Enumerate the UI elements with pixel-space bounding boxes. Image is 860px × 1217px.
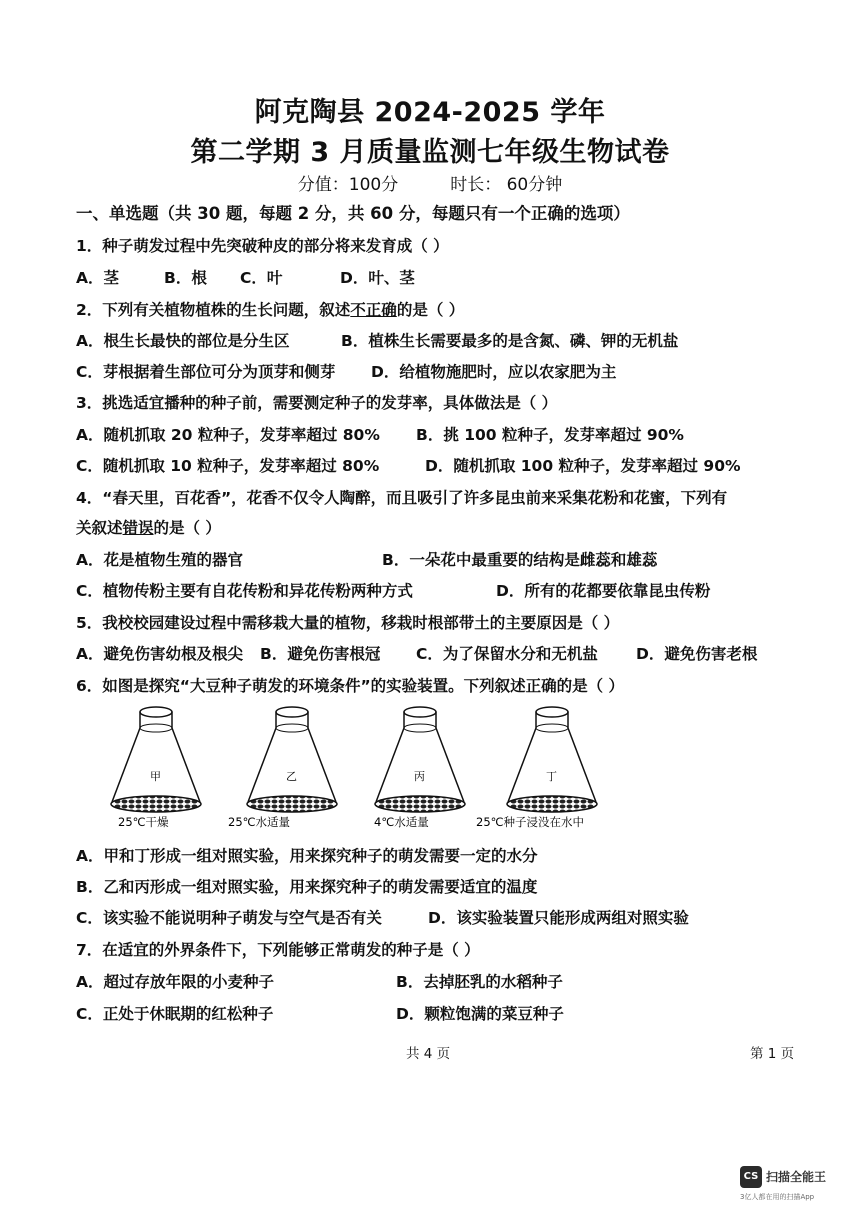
q3-option-d: D．随机抓取 100 粒种子，发芽率超过 90%	[425, 457, 741, 475]
q4-option-c: C．植物传粉主要有自花传粉和异花传粉两种方式	[76, 582, 413, 600]
q7-option-b: B．去掉胚乳的水稻种子	[396, 973, 563, 991]
flask-bing-label: 丙	[414, 770, 425, 783]
q4-stem-tail: 的是（ ）	[153, 519, 221, 537]
duration-info: 时长： 60分钟	[450, 175, 563, 195]
question-4-stem-line2	[76, 518, 221, 538]
q5-option-c: C．为了保留水分和无机盐	[416, 645, 598, 663]
q7-option-c: C．正处于休眠期的红松种子	[76, 1005, 274, 1023]
q6-option-d: D．该实验装置只能形成两组对照实验	[428, 909, 689, 927]
q2-option-b: B．植株生长需要最多的是含氮、磷、钾的无机盐	[341, 332, 679, 350]
q1-option-b: B．根	[164, 269, 207, 287]
flask-ding-label: 丁	[546, 770, 557, 783]
footer-page-number: 第 1 页	[750, 1046, 795, 1062]
q6-option-a: A．甲和丁形成一组对照实验，用来探究种子的萌发需要一定的水分	[76, 847, 538, 865]
flask-bing	[375, 707, 465, 812]
flask-yi-shape	[247, 707, 337, 812]
flask-yi	[247, 707, 337, 812]
q2-stem-tail: 的是（ ）	[396, 301, 465, 319]
footer-total-pages: 共 4 页	[406, 1046, 451, 1062]
flask-yi-label: 乙	[286, 770, 297, 783]
q3-option-b: B．挑 100 粒种子，发芽率超过 90%	[416, 426, 684, 444]
q4-stem-emphasis: 错误	[122, 519, 154, 537]
q7-option-a: A．超过存放年限的小麦种子	[76, 973, 274, 991]
flask-ding	[507, 707, 597, 812]
q5-option-d: D．避免伤害老根	[636, 645, 758, 663]
exam-meta	[0, 170, 860, 195]
exam-title-line1: 阿克陶县 2024-2025 学年	[254, 97, 606, 128]
q1-option-d: D．叶、茎	[340, 269, 415, 287]
q4-option-d: D．所有的花都要依靠昆虫传粉	[496, 582, 711, 600]
section-heading: 一、单选题（共 30 题，每题 2 分，共 60 分，每题只有一个正确的选项）	[76, 204, 630, 223]
scanner-tagline: 3亿人都在用的扫描App	[740, 1193, 815, 1201]
flask-yi-condition: 25℃水适量	[228, 815, 291, 829]
score-info: 分值：100分	[297, 175, 399, 195]
q5-option-b: B．避免伤害根冠	[260, 645, 381, 663]
flask-jia-label: 甲	[150, 770, 161, 783]
question-6-stem: 6．如图是探究“大豆种子萌发的环境条件”的实验装置。下列叙述正确的是（ ）	[76, 677, 625, 695]
scanner-app-name: 扫描全能王	[766, 1170, 827, 1184]
q2-option-a: A．根生长最快的部位是分生区	[76, 332, 290, 350]
flask-ding-condition: 25℃种子浸没在水中	[476, 815, 585, 829]
q2-option-d: D．给植物施肥时，应以农家肥为主	[371, 363, 617, 381]
q3-option-a: A．随机抓取 20 粒种子，发芽率超过 80%	[76, 426, 380, 444]
flask-ding-shape	[507, 707, 597, 812]
question-5-stem: 5．我校校园建设过程中需移栽大量的植物，移栽时根部带土的主要原因是（ ）	[76, 614, 620, 632]
q6-option-c: C．该实验不能说明种子萌发与空气是否有关	[76, 909, 382, 927]
q4-stem-text: 关叙述	[76, 519, 123, 537]
scanner-watermark	[740, 1164, 850, 1204]
q2-stem-emphasis: 不正确	[350, 301, 397, 319]
q1-option-a: A．茎	[76, 269, 119, 287]
question-3-stem: 3．挑选适宜播种的种子前，需要测定种子的发芽率，具体做法是（ ）	[76, 394, 558, 412]
q6-option-b: B．乙和丙形成一组对照实验，用来探究种子的萌发需要适宜的温度	[76, 878, 538, 896]
question-2-stem	[76, 300, 464, 320]
question-1-stem: 1．种子萌发过程中先突破种皮的部分将来发育成（ ）	[76, 237, 449, 255]
q3-option-c: C．随机抓取 10 粒种子，发芽率超过 80%	[76, 457, 380, 475]
flask-jia-condition: 25℃干燥	[118, 815, 169, 829]
q7-option-d: D．颗粒饱满的菜豆种子	[396, 1005, 564, 1023]
exam-title-line2: 第二学期 3 月质量监测七年级生物试卷	[190, 137, 670, 168]
flask-bing-shape	[375, 707, 465, 812]
q2-stem-text: 2．下列有关植物植株的生长问题，叙述	[76, 301, 351, 319]
seed-germination-apparatus	[104, 700, 664, 835]
question-4-stem-line1: 4．“春天里，百花香”，花香不仅令人陶醉，而且吸引了许多昆虫前来采集花粉和花蜜，下列有	[76, 489, 728, 507]
flask-bing-condition: 4℃水适量	[374, 815, 429, 829]
q5-option-a: A．避免伤害幼根及根尖	[76, 645, 243, 663]
q2-option-c: C．芽根据着生部位可分为顶芽和侧芽	[76, 363, 336, 381]
q4-option-a: A．花是植物生殖的器官	[76, 551, 243, 569]
question-7-stem: 7．在适宜的外界条件下，下列能够正常萌发的种子是（ ）	[76, 941, 480, 959]
scanner-logo-icon: CS	[740, 1166, 762, 1188]
q4-option-b: B．一朵花中最重要的结构是雌蕊和雄蕊	[382, 551, 658, 569]
flask-jia	[111, 707, 201, 812]
flask-jia-shape	[111, 707, 201, 812]
q1-option-c: C．叶	[240, 269, 283, 287]
